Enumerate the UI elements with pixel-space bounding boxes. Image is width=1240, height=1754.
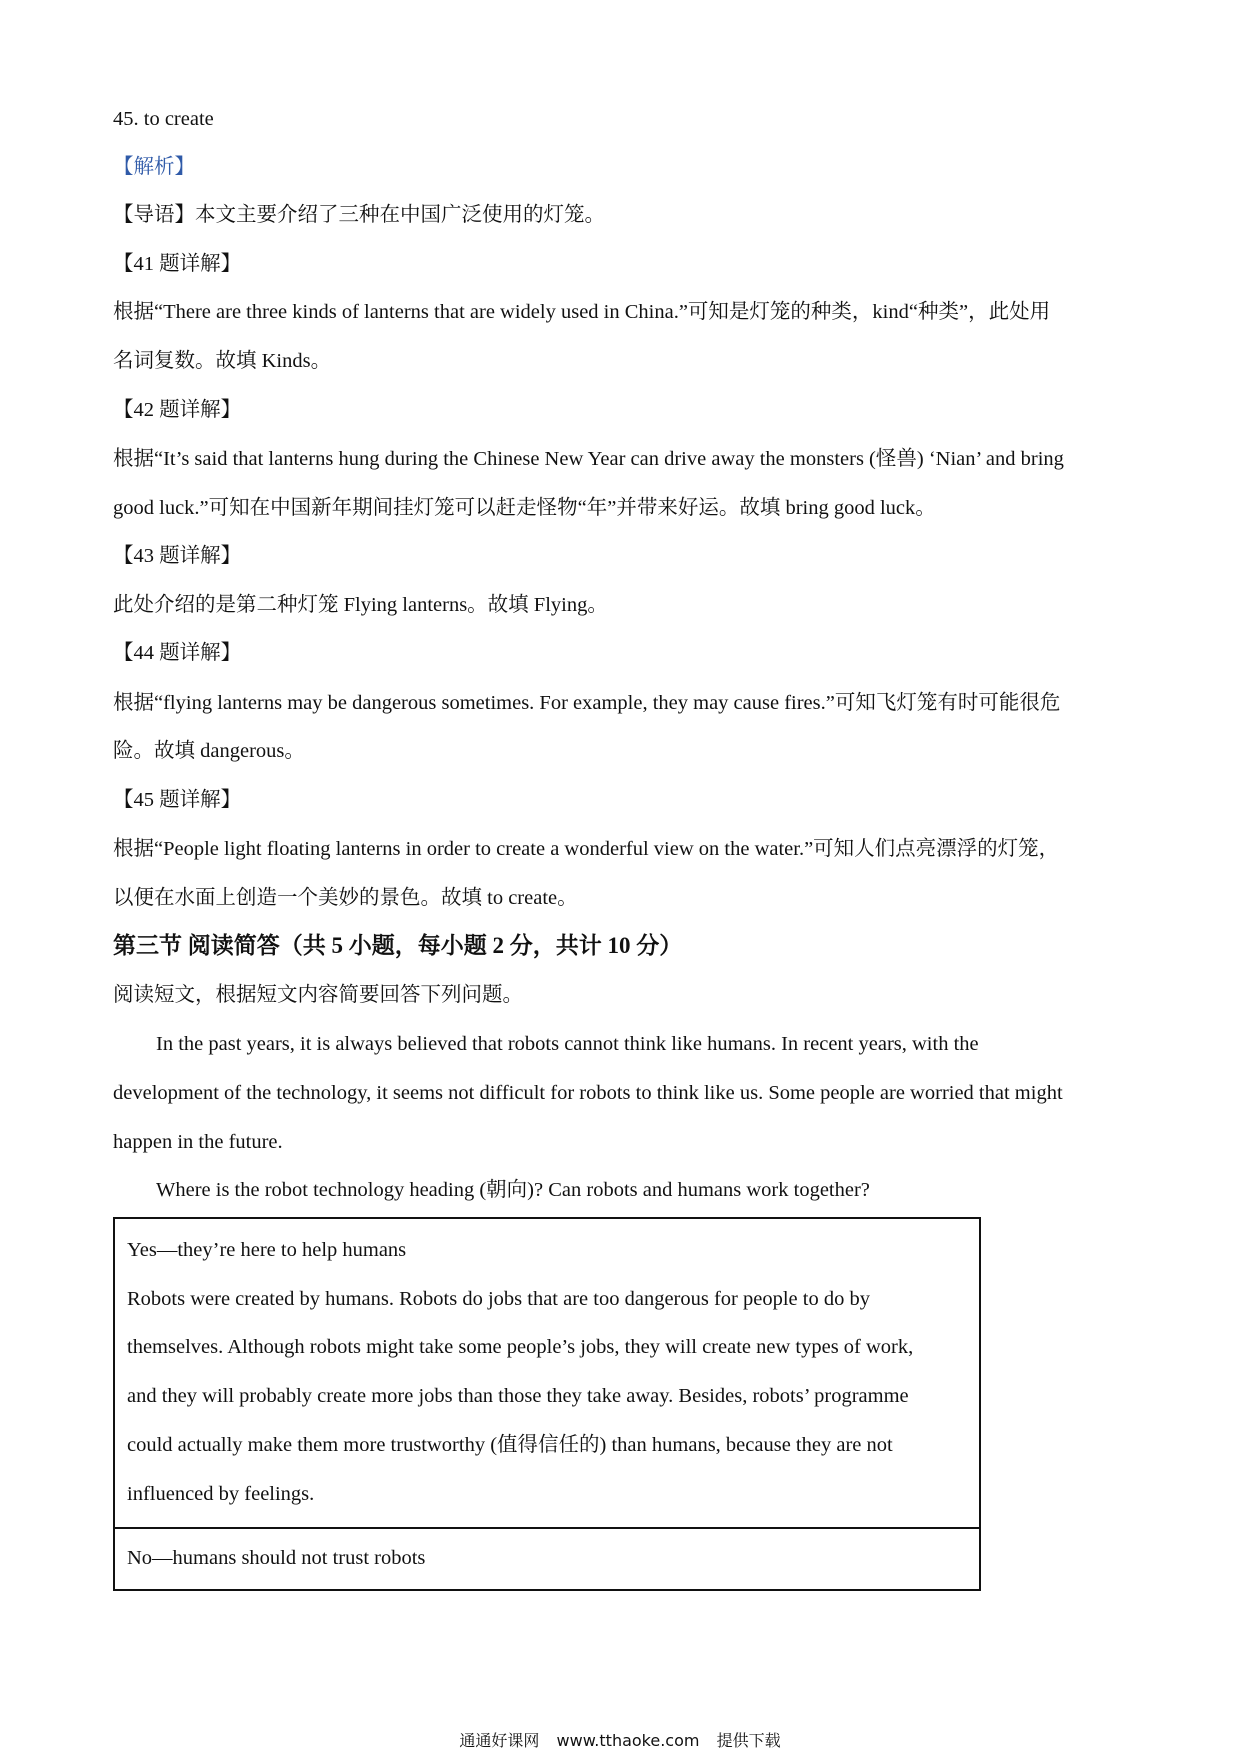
q43-line: 此处介绍的是第二种灯笼 Flying lanterns。故填 Flying。 (113, 594, 608, 616)
argument-table (113, 1217, 981, 1591)
q44-line: 险。故填 dangerous。 (113, 740, 305, 762)
passage-question: Where is the robot technology heading (朝向)? Can robots and humans work together? (156, 1179, 870, 1201)
q44-title: 【44 题详解】 (113, 642, 242, 664)
yes-text-line: could actually make them more trustworthy (值得信任的) than humans, because they are not (127, 1434, 893, 1456)
q43-title: 【43 题详解】 (113, 545, 242, 567)
q42-title: 【42 题详解】 (113, 399, 242, 421)
footer-note: 提供下载 (716, 1731, 781, 1750)
passage-line: In the past years, it is always believed that robots cannot think like humans. In recent years, with the (156, 1033, 979, 1055)
section-title: 第三节 阅读简答（共 5 小题，每小题 2 分，共计 10 分） (113, 933, 683, 958)
q42-line: 根据“It’s said that lanterns hung during the Chinese New Year can drive away the monsters (怪兽) ‘Nian’ and bring (113, 448, 1064, 470)
page-footer (0, 1728, 1240, 1751)
analysis-heading: 【解析】 (113, 156, 195, 178)
introduction: 【导语】本文主要介绍了三种在中国广泛使用的灯笼。 (113, 204, 605, 226)
q45-line: 根据“People light floating lanterns in order to create a wonderful view on the water.”可知人们点亮漂浮的灯笼， (113, 838, 1060, 860)
q41-line: 根据“There are three kinds of lanterns that are widely used in China.”可知是灯笼的种类，kind“种类”，此处用 (113, 301, 1051, 323)
footer-site-name: 通通好课网 (459, 1731, 540, 1750)
section-instruction: 阅读短文，根据短文内容简要回答下列问题。 (113, 984, 523, 1006)
q44-line: 根据“flying lanterns may be dangerous sometimes. For example, they may cause fires.”可知飞灯笼有时可能很危 (113, 692, 1061, 714)
yes-text-line: Robots were created by humans. Robots do jobs that are too dangerous for people to do by (127, 1288, 870, 1310)
q41-title: 【41 题详解】 (113, 253, 242, 275)
q42-line: good luck.”可知在中国新年期间挂灯笼可以赶走怪物“年”并带来好运。故填 bring good luck。 (113, 497, 936, 519)
q41-line: 名词复数。故填 Kinds。 (113, 350, 332, 372)
footer-url[interactable]: www.tthaoke.com (556, 1731, 700, 1750)
passage-line: happen in the future. (113, 1131, 283, 1153)
table-divider (115, 1527, 979, 1529)
yes-text-line: influenced by feelings. (127, 1483, 315, 1505)
q45-line: 以便在水面上创造一个美妙的景色。故填 to create。 (113, 887, 578, 909)
yes-text-line: themselves. Although robots might take some people’s jobs, they will create new types of work, (127, 1336, 914, 1358)
no-heading: No—humans should not trust robots (127, 1547, 426, 1569)
yes-text-line: and they will probably create more jobs than those they take away. Besides, robots’ programme (127, 1385, 909, 1407)
passage-line: development of the technology, it seems not difficult for robots to think like us. Some people are worried that might (113, 1082, 1063, 1104)
answer-45: 45. to create (113, 108, 214, 130)
q45-title: 【45 题详解】 (113, 789, 242, 811)
yes-heading: Yes—they’re here to help humans (127, 1239, 407, 1261)
